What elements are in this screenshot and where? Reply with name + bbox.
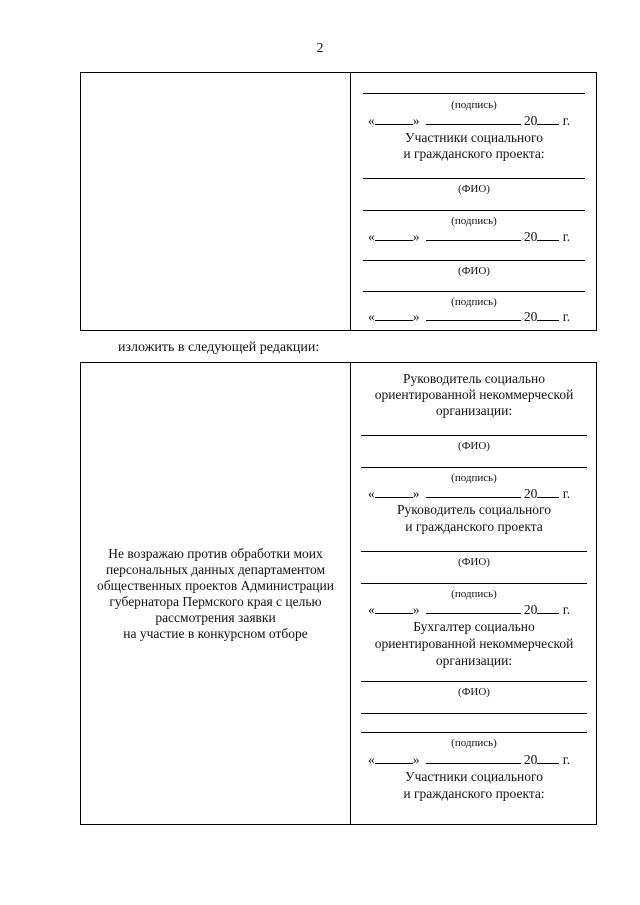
participants-label-line-2: и гражданского проекта: <box>403 786 545 801</box>
fio-caption: (ФИО) <box>458 686 490 698</box>
month-field[interactable] <box>426 229 521 241</box>
signature-line <box>361 732 587 733</box>
fio-line <box>363 260 585 261</box>
consent-line: общественных проектов Администрации <box>97 577 334 593</box>
year-field[interactable] <box>537 486 559 498</box>
participants-label-line-1: Участники социального <box>405 130 543 145</box>
head-project-label-line-2: и гражданского проекта <box>405 519 543 534</box>
year-field[interactable] <box>537 113 559 125</box>
extra-line <box>361 713 587 714</box>
day-field[interactable] <box>375 486 413 498</box>
signature-table-new <box>80 362 597 825</box>
month-field[interactable] <box>426 309 521 321</box>
consent-line: рассмотрения заявки <box>155 609 276 625</box>
head-project-label-line-1: Руководитель социального <box>397 502 551 517</box>
signature-caption: (подпись) <box>451 215 497 227</box>
year-field[interactable] <box>537 752 559 764</box>
signature-line <box>361 467 587 468</box>
month-field[interactable] <box>426 113 521 125</box>
head-org-label-line-1: Руководитель социально <box>403 371 545 386</box>
day-field[interactable] <box>375 229 413 241</box>
signature-caption: (подпись) <box>451 737 497 749</box>
year-field[interactable] <box>537 602 559 614</box>
signature-block-new <box>351 363 596 824</box>
participants-label-line-2: и гражданского проекта: <box>403 146 545 161</box>
date-row: « » 20 г. <box>368 602 571 617</box>
signature-line <box>363 210 585 211</box>
head-org-label-line-3: организации: <box>435 403 513 418</box>
month-field[interactable] <box>426 602 521 614</box>
signature-line <box>361 583 587 584</box>
accountant-label-line-2: ориентированной некоммерческой <box>374 636 574 651</box>
consent-line: Не возражаю против обработки моих <box>108 545 323 561</box>
day-field[interactable] <box>375 752 413 764</box>
page-number: 2 <box>316 41 324 56</box>
signature-table-old <box>80 72 597 331</box>
signature-line <box>363 291 585 292</box>
signature-line <box>363 93 585 94</box>
fio-caption: (ФИО) <box>458 265 490 277</box>
fio-line <box>361 551 587 552</box>
month-field[interactable] <box>426 486 521 498</box>
consent-line: на участие в конкурсном отборе <box>123 625 308 641</box>
month-field[interactable] <box>426 752 521 764</box>
instruction-text: изложить в следующей редакции: <box>118 340 320 355</box>
consent-line: губернатора Пермского края с целью <box>109 593 322 609</box>
signature-caption: (подпись) <box>451 296 497 308</box>
date-row: « » 20 г. <box>368 229 571 244</box>
date-row: « » 20 г. <box>368 486 571 501</box>
fio-line <box>361 681 587 682</box>
day-field[interactable] <box>375 602 413 614</box>
accountant-label-line-3: организации: <box>435 653 513 668</box>
fio-line <box>361 435 587 436</box>
year-field[interactable] <box>537 229 559 241</box>
day-field[interactable] <box>375 309 413 321</box>
date-row: « » 20 г. <box>368 309 571 324</box>
signature-block-old <box>351 73 596 330</box>
accountant-label-line-1: Бухгалтер социально <box>413 619 535 634</box>
date-row: « » 20 г. <box>368 113 571 128</box>
fio-caption: (ФИО) <box>458 440 490 452</box>
head-org-label-line-2: ориентированной некоммерческой <box>374 387 574 402</box>
date-row: « » 20 г. <box>368 752 571 767</box>
signature-caption: (подпись) <box>451 99 497 111</box>
signature-caption: (подпись) <box>451 588 497 600</box>
table-left-cell-empty <box>81 73 351 330</box>
signature-caption: (подпись) <box>451 472 497 484</box>
fio-caption: (ФИО) <box>458 556 490 568</box>
fio-line <box>363 178 585 179</box>
consent-cell <box>81 363 351 824</box>
participants-label-line-1: Участники социального <box>405 769 543 784</box>
year-field[interactable] <box>537 309 559 321</box>
day-field[interactable] <box>375 113 413 125</box>
consent-text <box>97 546 334 642</box>
consent-line: персональных данных департаментом <box>105 561 326 577</box>
fio-caption: (ФИО) <box>458 183 490 195</box>
